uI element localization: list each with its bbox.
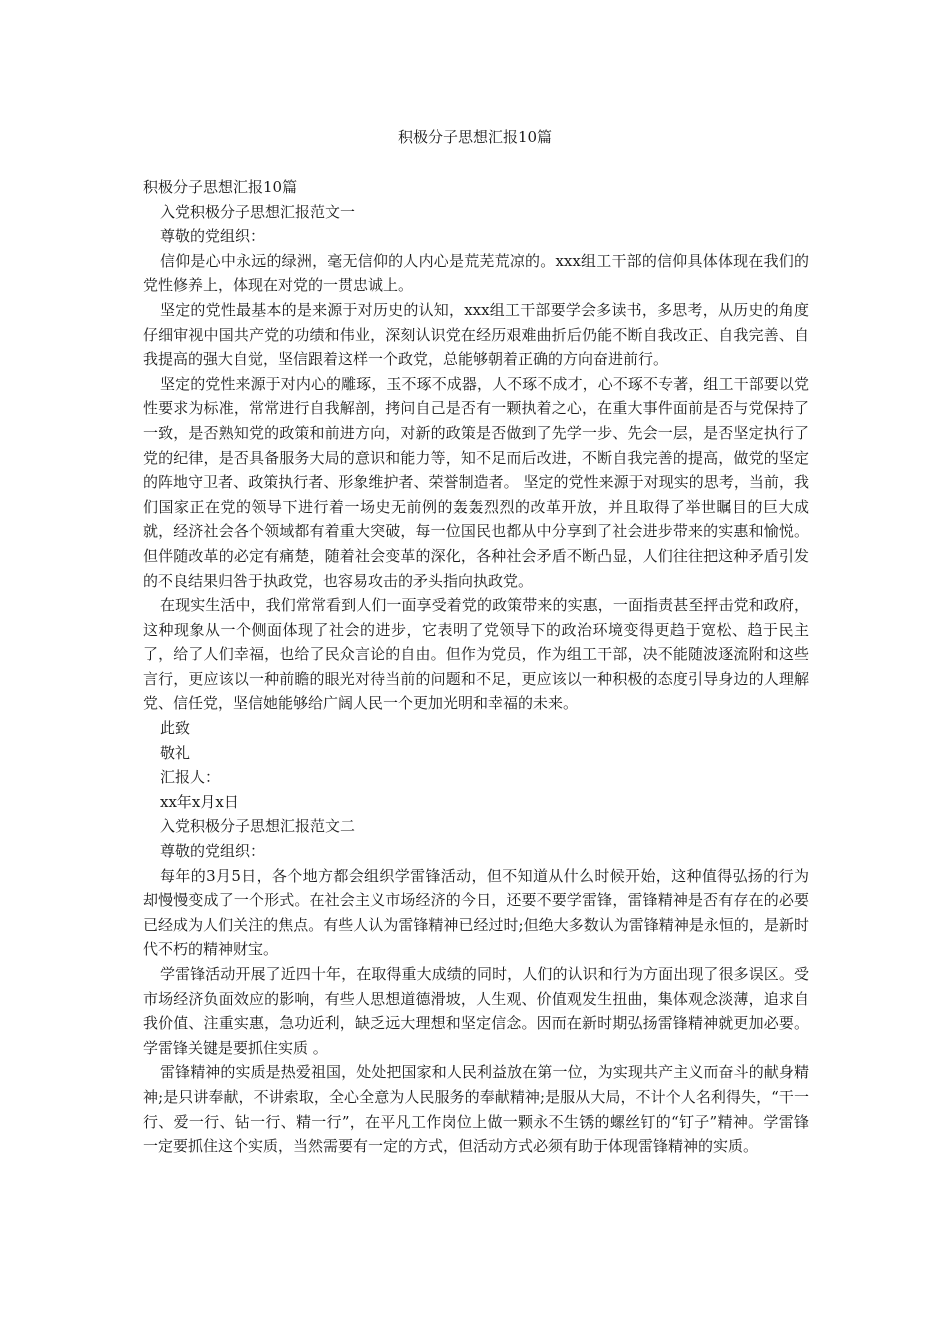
salutation: 尊敬的党组织：: [160, 842, 266, 861]
salutation: 尊敬的党组织：: [160, 227, 266, 246]
paragraph: 学雷锋活动开展了近四十年，在取得重大成绩的同时，人们的认识和行为方面出现了很多误区。受市场经济负面效应的影响，有些人思想道德滑坡，人生观、价值观发生扭曲，集体观念淡薄，追求自我价值、注重实惠，急功近利，缺乏远大理想和坚定信念。因而在新时期弘扬雷锋精神就更加必要。学雷锋关键是要抓住实质 。: [143, 965, 809, 1057]
paragraph: 雷锋精神的实质是热爱祖国，处处把国家和人民利益放在第一位，为实现共产主义而奋斗的献身精神;是只讲奉献，不讲索取，全心全意为人民服务的奉献精神;是服从大局，不计个人名利得失，“干一行、爱一行、钻一行、精一行”，在平凡工作岗位上做一颗永不生锈的螺丝钉的“钉子”精神。学雷锋一定要抓住这个实质，当然需要有一定的方式，但活动方式必须有助于体现雷锋精神的实质。: [143, 1063, 809, 1156]
paragraph: 在现实生活中，我们常常看到人们一面享受着党的政策带来的实惠，一面指责甚至抨击党和政府，这种现象从一个侧面体现了社会的进步，它表明了党领导下的政治环境变得更趋于宽松、趋于民主了，给了人们幸福，也给了民众言论的自由。但作为党员，作为组工干部，决不能随波逐流附和这些言行，更应该以一种前瞻的眼光对待当前的问题和不足，更应该以一种积极的态度引导身边的人理解党、信任党，坚信她能够给广阔人民一个更加光明和幸福的未来。: [143, 596, 809, 713]
reporter-label: 汇报人：: [160, 768, 221, 787]
section-title: 入党积极分子思想汇报范文二: [160, 817, 356, 836]
report-date: xx年x月x日: [160, 792, 239, 811]
section-title: 入党积极分子思想汇报范文一: [160, 202, 356, 221]
paragraph: 坚定的党性最基本的是来源于对历史的认知，xxx组工干部要学会多读书，多思考，从历史的角度仔细审视中国共产党的功绩和伟业，深刻认识党在经历艰难曲折后仍能不断自我改正、自我完善、自我提高的强大自觉，坚信跟着这样一个政党，总能够朝着正确的方向奋进前行。: [143, 300, 809, 369]
document-heading: 积极分子思想汇报10篇: [143, 178, 298, 196]
document-body: [143, 175, 809, 1159]
document-title: 积极分子思想汇报10篇: [397, 128, 553, 146]
paragraph: 信仰是心中永远的绿洲，毫无信仰的人内心是荒芜荒凉的。xxx组工干部的信仰具体体现在我们的党性修养上，体现在对党的一贯忠诚上。: [143, 251, 809, 295]
regards: 敬礼: [160, 743, 191, 762]
closing: 此致: [160, 719, 191, 738]
paragraph: 坚定的党性来源于对内心的雕琢，玉不琢不成器，人不琢不成才，心不琢不专著，组工干部要以党性要求为标准，常常进行自我解剖，拷问自己是否有一颗执着之心，在重大事件面前是否与党保持了一致，是否熟知党的政策和前进方向，对新的政策是否做到了先学一步、先会一层，是否坚定执行了党的纪律，是否具备服务大局的意识和能力等，知不足而后改进，不断自我完善的提高，做党的坚定的阵地守卫者、政策执行者、形象维护者、荣誉制造者。 坚定的党性来源于对现实的思考，当前，我们国家正在党的领导下进行着一场史无前例的轰轰烈烈的改革开放，并且取得了举世瞩目的巨大成就，经济社会各个领域都有着重大突破，每一位国民也都从中分享到了社会进步带来的实惠和愉悦。但伴随改革的必定有痛楚，随着社会变革的深化，各种社会矛盾不断凸显，人们往往把这种矛盾引发的不良结果归咎于执政党，也容易攻击的矛头指向执政党。: [143, 374, 809, 590]
paragraph: 每年的3月5日，各个地方都会组织学雷锋活动，但不知道从什么时候开始，这种值得弘扬的行为却慢慢变成了一个形式。在社会主义市场经济的今日，还要不要学雷锋，雷锋精神是否有存在的必要已经成为人们关注的焦点。有些人认为雷锋精神已经过时;但绝大多数认为雷锋精神是永恒的，是新时代不朽的精神财宝。: [143, 866, 809, 959]
